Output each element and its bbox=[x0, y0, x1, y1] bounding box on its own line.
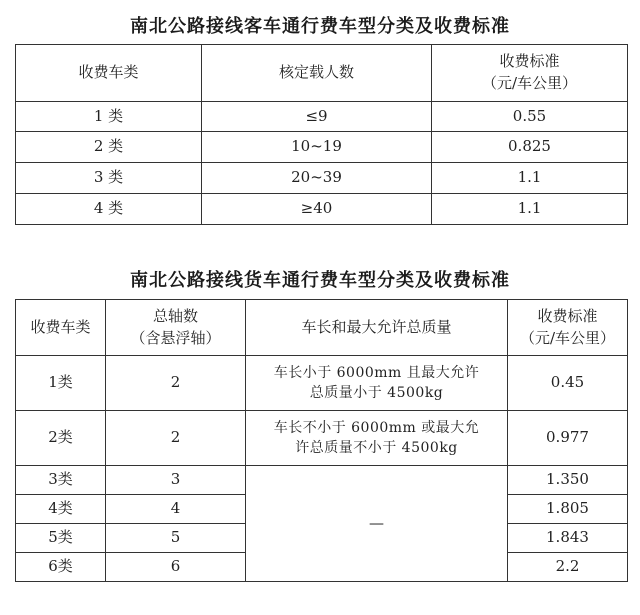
cell-fee: 2.2 bbox=[508, 553, 628, 582]
cell-desc-line2: 总质量小于 4500kg bbox=[309, 385, 444, 401]
passenger-table-title: 南北公路接线客车通行费车型分类及收费标准 bbox=[130, 16, 510, 37]
cell-class: 6类 bbox=[16, 553, 106, 582]
cell-fee: 1.805 bbox=[508, 495, 628, 524]
cell-axles: 3 bbox=[106, 466, 246, 495]
header-fee-line1: 收费标准 bbox=[499, 52, 560, 71]
header-fee-line2: （元/车公里） bbox=[519, 328, 616, 347]
cell-desc-line1: 车长不小于 6000mm 或最大允 bbox=[273, 419, 480, 436]
table-header-row bbox=[16, 45, 628, 102]
header-class: 收费车类 bbox=[16, 45, 202, 102]
cell-class: 3类 bbox=[16, 466, 106, 495]
table-row bbox=[16, 411, 628, 466]
header-fee bbox=[508, 300, 628, 356]
header-fee-line1: 收费标准 bbox=[537, 306, 598, 325]
cell-fee: 0.825 bbox=[432, 132, 628, 163]
header-axles-line1: 总轴数 bbox=[152, 306, 198, 325]
cell-seats: ≤9 bbox=[202, 102, 432, 132]
cell-class: 1类 bbox=[16, 356, 106, 411]
cell-seats: 20~39 bbox=[202, 163, 432, 194]
cell-axles: 2 bbox=[106, 356, 246, 411]
cell-class: 1 类 bbox=[16, 102, 202, 132]
table-header-row bbox=[16, 300, 628, 356]
freight-fee-table bbox=[15, 299, 628, 582]
cell-seats: 10~19 bbox=[202, 132, 432, 163]
cell-fee: 0.45 bbox=[508, 356, 628, 411]
header-desc: 车长和最大允许总质量 bbox=[246, 300, 508, 356]
cell-desc bbox=[246, 411, 508, 466]
table-row bbox=[16, 132, 628, 163]
header-fee bbox=[432, 45, 628, 102]
cell-class: 5类 bbox=[16, 524, 106, 553]
cell-axles: 4 bbox=[106, 495, 246, 524]
cell-fee: 1.843 bbox=[508, 524, 628, 553]
cell-fee: 0.977 bbox=[508, 411, 628, 466]
header-seats: 核定载人数 bbox=[202, 45, 432, 102]
cell-class: 2类 bbox=[16, 411, 106, 466]
passenger-fee-table bbox=[15, 44, 628, 225]
cell-seats: ≥40 bbox=[202, 194, 432, 225]
cell-desc-merged: — bbox=[246, 466, 508, 582]
table-row bbox=[16, 194, 628, 225]
table-row bbox=[16, 102, 628, 132]
header-class: 收费车类 bbox=[16, 300, 106, 356]
table-row bbox=[16, 356, 628, 411]
table-row bbox=[16, 163, 628, 194]
cell-desc-line2: 许总质量不小于 4500kg bbox=[295, 440, 458, 456]
freight-table-title: 南北公路接线货车通行费车型分类及收费标准 bbox=[130, 270, 510, 291]
cell-class: 2 类 bbox=[16, 132, 202, 163]
cell-fee: 1.350 bbox=[508, 466, 628, 495]
cell-desc-line1: 车长小于 6000mm 且最大允许 bbox=[273, 364, 480, 381]
header-axles-line2: （含悬浮轴） bbox=[130, 328, 221, 347]
cell-fee: 0.55 bbox=[432, 102, 628, 132]
cell-axles: 5 bbox=[106, 524, 246, 553]
cell-axles: 6 bbox=[106, 553, 246, 582]
cell-class: 3 类 bbox=[16, 163, 202, 194]
cell-class: 4 类 bbox=[16, 194, 202, 225]
cell-axles: 2 bbox=[106, 411, 246, 466]
cell-fee: 1.1 bbox=[432, 163, 628, 194]
cell-class: 4类 bbox=[16, 495, 106, 524]
header-axles bbox=[106, 300, 246, 356]
cell-fee: 1.1 bbox=[432, 194, 628, 225]
header-fee-line2: （元/车公里） bbox=[481, 74, 578, 92]
cell-desc bbox=[246, 356, 508, 411]
table-row bbox=[16, 466, 628, 495]
